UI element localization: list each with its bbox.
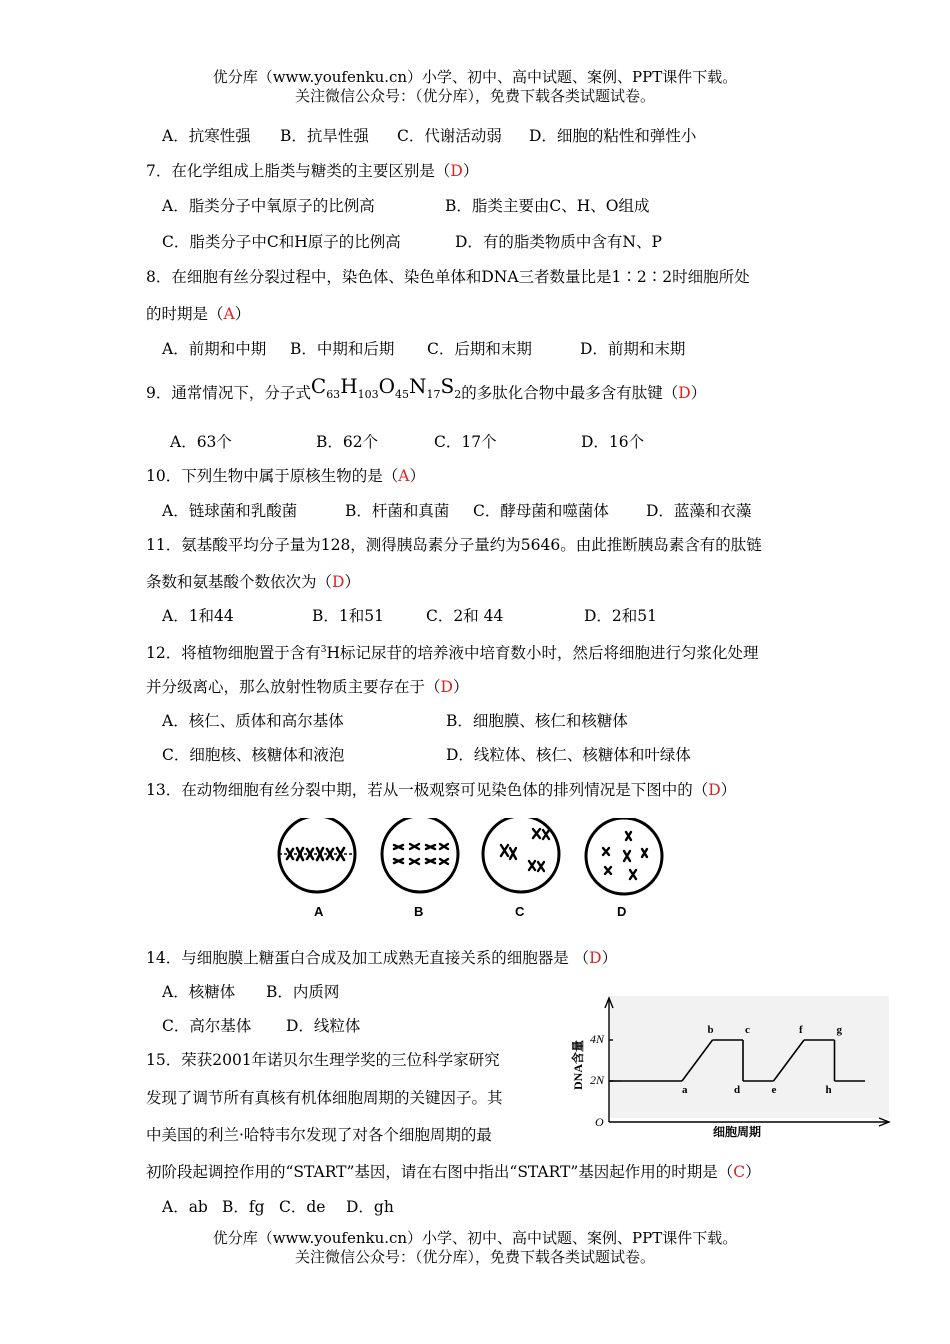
q10-option-c: C．酵母菌和噬菌体 — [473, 502, 609, 520]
q12-options-row1 — [162, 711, 628, 731]
q6-option-b: B．抗旱性强 — [280, 127, 369, 145]
point-label-c: c — [745, 1024, 750, 1036]
q14-option-d: D．线粒体 — [286, 1017, 361, 1035]
q11-option-c: C．2和 44 — [426, 607, 504, 625]
q6-option-d: D．细胞的粘性和弹性小 — [529, 127, 697, 145]
q15-option-c: C．de — [279, 1198, 326, 1216]
q14-options-row1 — [162, 982, 339, 1002]
q7-options-row2 — [162, 232, 662, 252]
point-label-a: a — [682, 1084, 688, 1096]
point-label-f: f — [799, 1024, 803, 1036]
q8-stem-2: 的时期是（A） — [146, 305, 251, 323]
q11-stem-1: 11．氨基酸平均分子量为128，测得胰岛素分子量约为5646。由此推断胰岛素含有的肽链 — [146, 536, 762, 554]
q15-stem-1: 15．荣获2001年诺贝尔生理学奖的三位科学家研究 — [146, 1051, 500, 1069]
q10-stem: 10．下列生物中属于原核生物的是（A） — [146, 467, 425, 485]
q15-stem-4: 初阶段起调控作用的“START”基因，请在右图中指出“START”基因起作用的时期是（C） — [146, 1163, 761, 1181]
q9-answer: D — [678, 384, 691, 402]
footer-line-2: 关注微信公众号：（优分库），免费下载各类试题试卷。 — [294, 1248, 655, 1266]
q10-options — [162, 501, 751, 521]
q8-options — [162, 339, 685, 359]
q8-option-c: C．后期和末期 — [427, 340, 532, 358]
figure-label-c: C — [515, 904, 525, 919]
q12-option-a: A．核仁、质体和高尔基体 — [162, 712, 344, 730]
q12-stem-2: 并分级离心，那么放射性物质主要存在于（D） — [146, 678, 469, 696]
q13-stem: 13．在动物细胞有丝分裂中期，若从一极观察可见染色体的排列情况是下图中的（D） — [146, 781, 737, 799]
footer-line-1: 优分库（www.youfenku.cn）小学、初中、高中试题、案例、PPT课件下载。 — [212, 1229, 738, 1247]
q14-answer: D — [589, 949, 602, 967]
q6-option-c: C．代谢活动弱 — [397, 127, 502, 145]
point-label-e: e — [771, 1084, 777, 1096]
q14-stem: 14．与细胞膜上糖蛋白合成及加工成熟无直接关系的细胞器是 （D） — [146, 949, 618, 967]
q12-option-b: B．细胞膜、核仁和核糖体 — [446, 712, 628, 730]
q9-option-d: D．16个 — [581, 433, 645, 451]
q11-option-b: B．1和51 — [312, 607, 384, 625]
q9-options — [170, 432, 644, 452]
q8-option-a: A．前期和中期 — [162, 340, 267, 358]
cell-d — [586, 818, 662, 894]
q10-answer: A — [398, 467, 410, 485]
q7-answer: D — [450, 162, 463, 180]
origin-label: O — [595, 1115, 604, 1129]
q7-stem: 7．在化学组成上脂类与糖类的主要区别是（D） — [146, 162, 479, 180]
q11-option-d: D．2和51 — [584, 607, 658, 625]
molecular-formula: $C_{63}H_{103}O_{45}N_{17}S_2$ — [310, 374, 462, 401]
cell-a — [279, 818, 355, 892]
header-line-1: 优分库（www.youfenku.cn）小学、初中、高中试题、案例、PPT课件下载。 — [212, 68, 738, 86]
q10-option-d: D．蓝藻和衣藻 — [646, 502, 752, 520]
q15-option-a: A．ab — [162, 1198, 208, 1216]
point-label-g: g — [836, 1024, 842, 1036]
q12-stem-1: 12．将植物细胞置于含有$^3$H标记尿苷的培养液中培育数小时，然后将细胞进行匀浆化处理 — [146, 644, 759, 663]
dna-content-chart — [565, 990, 895, 1145]
q7-option-c: C．脂类分子中C和H原子的比例高 — [162, 233, 401, 251]
q6-options — [162, 126, 696, 146]
q9-option-c: C．17个 — [434, 433, 497, 451]
point-label-b: b — [707, 1024, 714, 1036]
q8-answer: A — [223, 305, 235, 323]
q11-answer: D — [332, 573, 345, 591]
q12-options-row2 — [162, 745, 691, 765]
figure-label-a: A — [314, 904, 324, 919]
q15-options — [162, 1197, 394, 1217]
q7-options-row1 — [162, 196, 649, 216]
q11-stem-2: 条数和氨基酸个数依次为（D） — [146, 573, 360, 591]
chart-background — [609, 996, 889, 1118]
q6-option-a: A．抗寒性强 — [162, 127, 251, 145]
q7-option-b: B．脂类主要由C、H、O组成 — [445, 197, 650, 215]
x-axis-label: 细胞周期 — [713, 1125, 762, 1139]
figure-label-b: B — [414, 904, 424, 919]
q8-option-b: B．中期和后期 — [290, 340, 395, 358]
q15-answer: C — [733, 1163, 746, 1181]
q15-option-b: B．fg — [222, 1198, 265, 1216]
q11-option-a: A．1和44 — [162, 607, 234, 625]
cell-b — [382, 818, 458, 892]
q8-stem-1: 8．在细胞有丝分裂过程中，染色体、染色单体和DNA三者数量比是1∶2∶2时细胞所处 — [146, 268, 750, 286]
q15-stem-2: 发现了调节所有真核有机体细胞周期的关键因子。其 — [146, 1089, 503, 1107]
q7-option-d: D．有的脂类物质中含有N、P — [455, 233, 662, 251]
y-tick-2n: 2N — [590, 1073, 605, 1087]
q9-option-b: B．62个 — [316, 433, 379, 451]
q14-options-row2 — [162, 1016, 360, 1036]
q9-option-a: A．63个 — [170, 433, 232, 451]
y-axis-label: DNA含量 — [571, 1040, 585, 1090]
figure-label-d: D — [617, 904, 627, 919]
y-tick-4n: 4N — [590, 1032, 605, 1046]
q13-answer: D — [708, 781, 721, 799]
q12-option-c: C．细胞核、核糖体和液泡 — [162, 746, 345, 764]
q14-option-a: A．核糖体 — [162, 983, 236, 1001]
q11-options — [162, 606, 657, 626]
q10-option-b: B．杆菌和真菌 — [345, 502, 450, 520]
point-label-d: d — [734, 1084, 741, 1096]
q8-option-d: D．前期和末期 — [580, 340, 686, 358]
q7-option-a: A．脂类分子中氧原子的比例高 — [162, 197, 375, 215]
q9-stem: 9．通常情况下，分子式$C_{63}H_{103}O_{45}N_{17}S_2$的多肽化合物中最多含有肽键（D） — [146, 374, 707, 402]
q12-option-d: D．线粒体、核仁、核糖体和叶绿体 — [446, 746, 691, 764]
q14-option-b: B．内质网 — [266, 983, 340, 1001]
q12-answer: D — [440, 678, 453, 696]
header-line-2: 关注微信公众号：（优分库），免费下载各类试题试卷。 — [294, 87, 655, 105]
q15-option-d: D．gh — [346, 1198, 394, 1216]
q10-option-a: A．链球菌和乳酸菌 — [162, 502, 298, 520]
q14-option-c: C．高尔基体 — [162, 1017, 252, 1035]
q15-stem-3: 中美国的利兰·哈特韦尔发现了对各个细胞周期的最 — [146, 1126, 492, 1144]
cell-c — [483, 818, 559, 892]
point-label-h: h — [825, 1084, 832, 1096]
